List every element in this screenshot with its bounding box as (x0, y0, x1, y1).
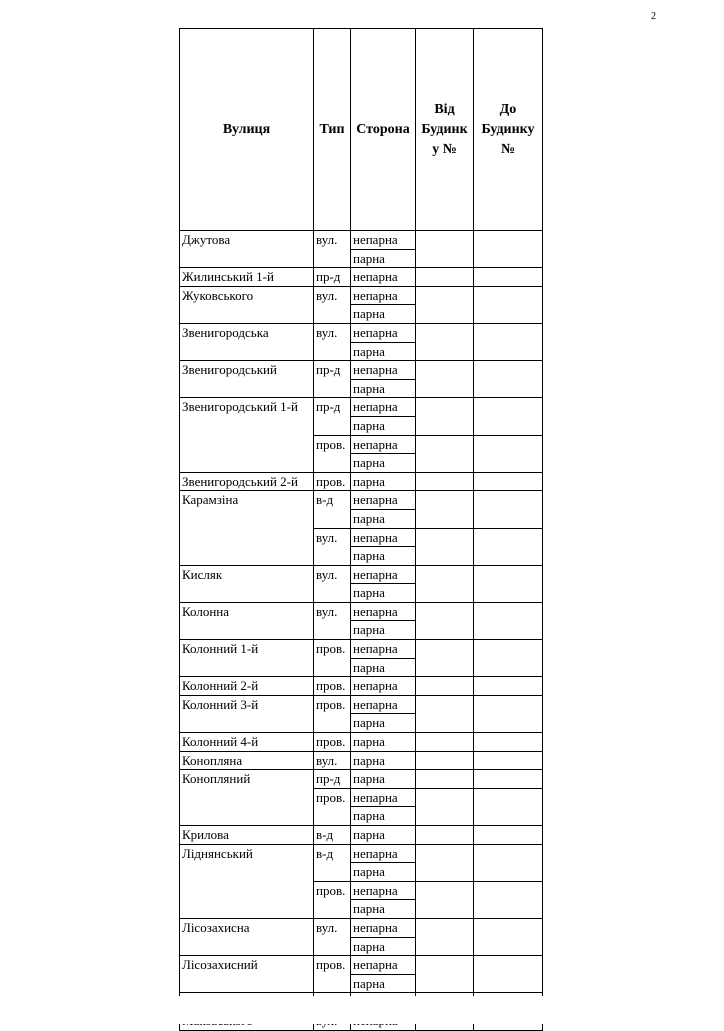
side-cell: парна (351, 305, 416, 324)
to-house-cell (474, 770, 543, 789)
side-cell: непарна (351, 640, 416, 659)
side-cell: непарна (351, 956, 416, 975)
side-cell: парна (351, 770, 416, 789)
side-cell: непарна (351, 268, 416, 287)
to-house-cell (474, 268, 543, 287)
table-row (180, 231, 543, 250)
side-cell: непарна (351, 435, 416, 454)
header-from-house: Від Будинк у № (416, 29, 474, 231)
street-type-cell: пров. (314, 956, 351, 993)
header-to-house: До Будинку № (474, 29, 543, 231)
side-cell: парна (351, 826, 416, 845)
side-cell: непарна (351, 231, 416, 250)
from-house-cell (416, 361, 474, 398)
side-cell: непарна (351, 881, 416, 900)
from-house-cell (416, 956, 474, 993)
street-type-cell: вул. (314, 565, 351, 602)
from-house-cell (416, 528, 474, 565)
side-cell: непарна (351, 528, 416, 547)
to-house-cell (474, 231, 543, 268)
to-house-cell (474, 881, 543, 918)
street-name-cell: Жуковського (180, 286, 314, 323)
table-row (180, 323, 543, 342)
street-type-cell: в-д (314, 844, 351, 881)
table-row (180, 770, 543, 789)
from-house-cell (416, 491, 474, 528)
street-type-cell: вул. (314, 231, 351, 268)
side-cell: непарна (351, 361, 416, 380)
header-side: Сторона (351, 29, 416, 231)
street-name-cell: Джутова (180, 231, 314, 268)
from-house-cell (416, 323, 474, 360)
street-name-cell: Колонний 1-й (180, 640, 314, 677)
side-cell: парна (351, 658, 416, 677)
to-house-cell (474, 751, 543, 770)
table-row (180, 751, 543, 770)
from-house-cell (416, 751, 474, 770)
side-cell: парна (351, 974, 416, 993)
side-cell: парна (351, 937, 416, 956)
side-cell: парна (351, 547, 416, 566)
side-cell: непарна (351, 695, 416, 714)
table-body (180, 231, 543, 1031)
from-house-cell (416, 231, 474, 268)
from-house-cell (416, 565, 474, 602)
table-row (180, 472, 543, 491)
from-house-cell (416, 733, 474, 752)
street-type-cell: пров. (314, 472, 351, 491)
side-cell: непарна (351, 286, 416, 305)
street-name-cell: Жилинський 1-й (180, 268, 314, 287)
from-house-cell (416, 695, 474, 732)
street-name-cell: Колонний 2-й (180, 677, 314, 696)
street-type-cell: вул. (314, 323, 351, 360)
to-house-cell (474, 640, 543, 677)
street-name-cell: Ліднянський (180, 844, 314, 918)
header-row (180, 29, 543, 231)
street-type-cell: пр-д (314, 398, 351, 435)
side-cell: непарна (351, 918, 416, 937)
side-cell: парна (351, 342, 416, 361)
street-type-cell: пр-д (314, 268, 351, 287)
side-cell: парна (351, 249, 416, 268)
to-house-cell (474, 788, 543, 825)
page-number: 2 (651, 11, 656, 22)
side-cell: непарна (351, 844, 416, 863)
from-house-cell (416, 472, 474, 491)
to-house-cell (474, 844, 543, 881)
table-row (180, 733, 543, 752)
street-name-cell: Колонна (180, 602, 314, 639)
street-name-cell: Колонний 3-й (180, 695, 314, 732)
table-row (180, 918, 543, 937)
side-cell: непарна (351, 323, 416, 342)
table-row (180, 491, 543, 510)
street-type-cell: вул. (314, 286, 351, 323)
street-type-cell: пров. (314, 695, 351, 732)
table-row (180, 640, 543, 659)
to-house-cell (474, 361, 543, 398)
street-name-cell: Колонний 4-й (180, 733, 314, 752)
to-house-cell (474, 528, 543, 565)
side-cell: парна (351, 900, 416, 919)
table-row (180, 695, 543, 714)
side-cell: парна (351, 807, 416, 826)
street-type-cell: вул. (314, 918, 351, 955)
side-cell: парна (351, 416, 416, 435)
to-house-cell (474, 491, 543, 528)
street-type-cell: вул. (314, 602, 351, 639)
from-house-cell (416, 286, 474, 323)
to-house-cell (474, 695, 543, 732)
table-row (180, 677, 543, 696)
page-bottom-margin (0, 996, 724, 1024)
street-type-cell: в-д (314, 491, 351, 528)
to-house-cell (474, 602, 543, 639)
street-name-cell: Звенигородська (180, 323, 314, 360)
table-row (180, 844, 543, 863)
side-cell: парна (351, 751, 416, 770)
side-cell: парна (351, 509, 416, 528)
table-row (180, 286, 543, 305)
from-house-cell (416, 640, 474, 677)
street-name-cell: Кисляк (180, 565, 314, 602)
to-house-cell (474, 286, 543, 323)
from-house-cell (416, 788, 474, 825)
side-cell: парна (351, 863, 416, 882)
street-type-cell: вул. (314, 751, 351, 770)
street-name-cell: Лісозахисний (180, 956, 314, 993)
street-type-cell: пров. (314, 677, 351, 696)
to-house-cell (474, 826, 543, 845)
from-house-cell (416, 268, 474, 287)
to-house-cell (474, 472, 543, 491)
side-cell: парна (351, 379, 416, 398)
street-name-cell: Карамзіна (180, 491, 314, 565)
side-cell: непарна (351, 677, 416, 696)
street-type-cell: пров. (314, 435, 351, 472)
header-street: Вулиця (180, 29, 314, 231)
from-house-cell (416, 881, 474, 918)
table-row (180, 398, 543, 417)
side-cell: парна (351, 733, 416, 752)
to-house-cell (474, 323, 543, 360)
street-type-cell: вул. (314, 528, 351, 565)
street-type-cell: пр-д (314, 361, 351, 398)
side-cell: непарна (351, 565, 416, 584)
to-house-cell (474, 733, 543, 752)
to-house-cell (474, 398, 543, 435)
street-type-cell: в-д (314, 826, 351, 845)
side-cell: парна (351, 621, 416, 640)
side-cell: парна (351, 584, 416, 603)
table-row (180, 956, 543, 975)
from-house-cell (416, 918, 474, 955)
from-house-cell (416, 677, 474, 696)
to-house-cell (474, 956, 543, 993)
street-name-cell: Звенигородський 2-й (180, 472, 314, 491)
side-cell: парна (351, 714, 416, 733)
side-cell: парна (351, 472, 416, 491)
table-row (180, 602, 543, 621)
from-house-cell (416, 398, 474, 435)
street-name-cell: Звенигородський (180, 361, 314, 398)
street-type-cell: пров. (314, 788, 351, 825)
table-row (180, 826, 543, 845)
streets-table (179, 28, 543, 1031)
table-row (180, 565, 543, 584)
side-cell: непарна (351, 788, 416, 807)
table-row (180, 268, 543, 287)
side-cell: непарна (351, 491, 416, 510)
street-name-cell: Звенигородський 1-й (180, 398, 314, 472)
street-name-cell: Лісозахисна (180, 918, 314, 955)
to-house-cell (474, 918, 543, 955)
street-type-cell: пров. (314, 733, 351, 752)
street-name-cell: Крилова (180, 826, 314, 845)
from-house-cell (416, 826, 474, 845)
from-house-cell (416, 770, 474, 789)
street-type-cell: пр-д (314, 770, 351, 789)
side-cell: парна (351, 454, 416, 473)
from-house-cell (416, 602, 474, 639)
side-cell: непарна (351, 398, 416, 417)
street-name-cell: Конопляний (180, 770, 314, 826)
table-row (180, 361, 543, 380)
street-type-cell: пров. (314, 640, 351, 677)
from-house-cell (416, 844, 474, 881)
street-type-cell: пров. (314, 881, 351, 918)
to-house-cell (474, 677, 543, 696)
street-name-cell: Конопляна (180, 751, 314, 770)
to-house-cell (474, 565, 543, 602)
to-house-cell (474, 435, 543, 472)
header-type: Тип (314, 29, 351, 231)
from-house-cell (416, 435, 474, 472)
side-cell: непарна (351, 602, 416, 621)
